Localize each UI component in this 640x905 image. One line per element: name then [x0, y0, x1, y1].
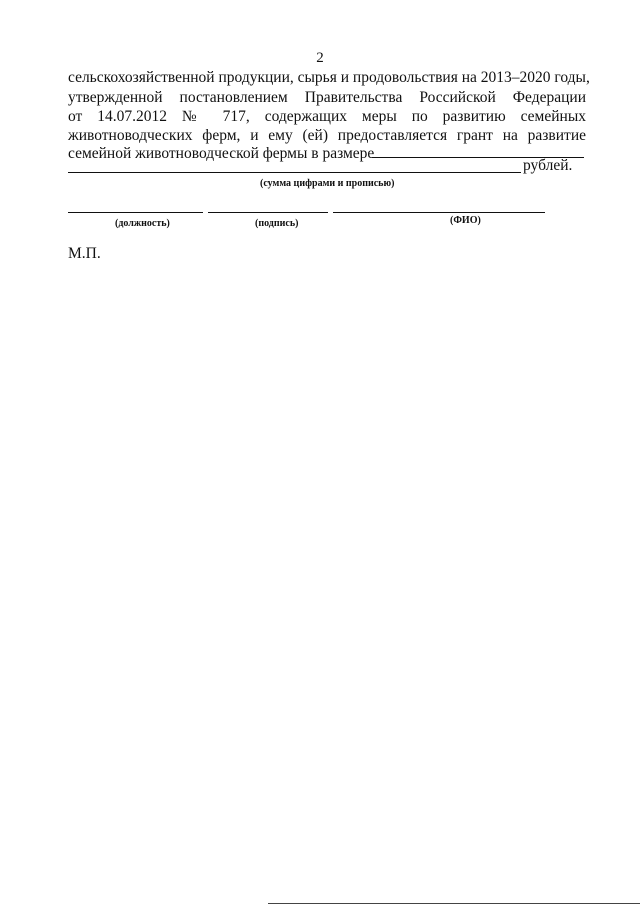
currency-label: рублей.: [523, 157, 573, 174]
body-text-line-4: животноводческих ферм, и ему (ей) предоставляется грант на развитие: [68, 127, 586, 144]
full-name-caption: (ФИО): [450, 215, 481, 226]
page-number: 2: [316, 50, 324, 66]
signature-blank-line[interactable]: [208, 212, 328, 213]
signature-caption: (подпись): [255, 218, 299, 229]
position-caption: (должность): [115, 218, 170, 229]
body-text-line-1: сельскохозяйственной продукции, сырья и продовольствия на 2013–2020 годы,: [68, 69, 590, 86]
body-text-line-3: от 14.07.2012 № 717, содержащих меры по развитию семейных: [68, 108, 586, 125]
body-text-line-5: семейной животноводческой фермы в размере: [68, 145, 375, 162]
bottom-edge-rule: [268, 903, 640, 904]
amount-blank-line-2[interactable]: [68, 172, 521, 173]
stamp-placeholder-label: М.П.: [68, 245, 101, 262]
full-name-blank-line[interactable]: [333, 212, 545, 213]
position-blank-line[interactable]: [68, 212, 203, 213]
body-text-line-2: утвержденной постановлением Правительства Российской Федерации: [68, 89, 586, 106]
amount-caption: (сумма цифрами и прописью): [260, 178, 395, 189]
